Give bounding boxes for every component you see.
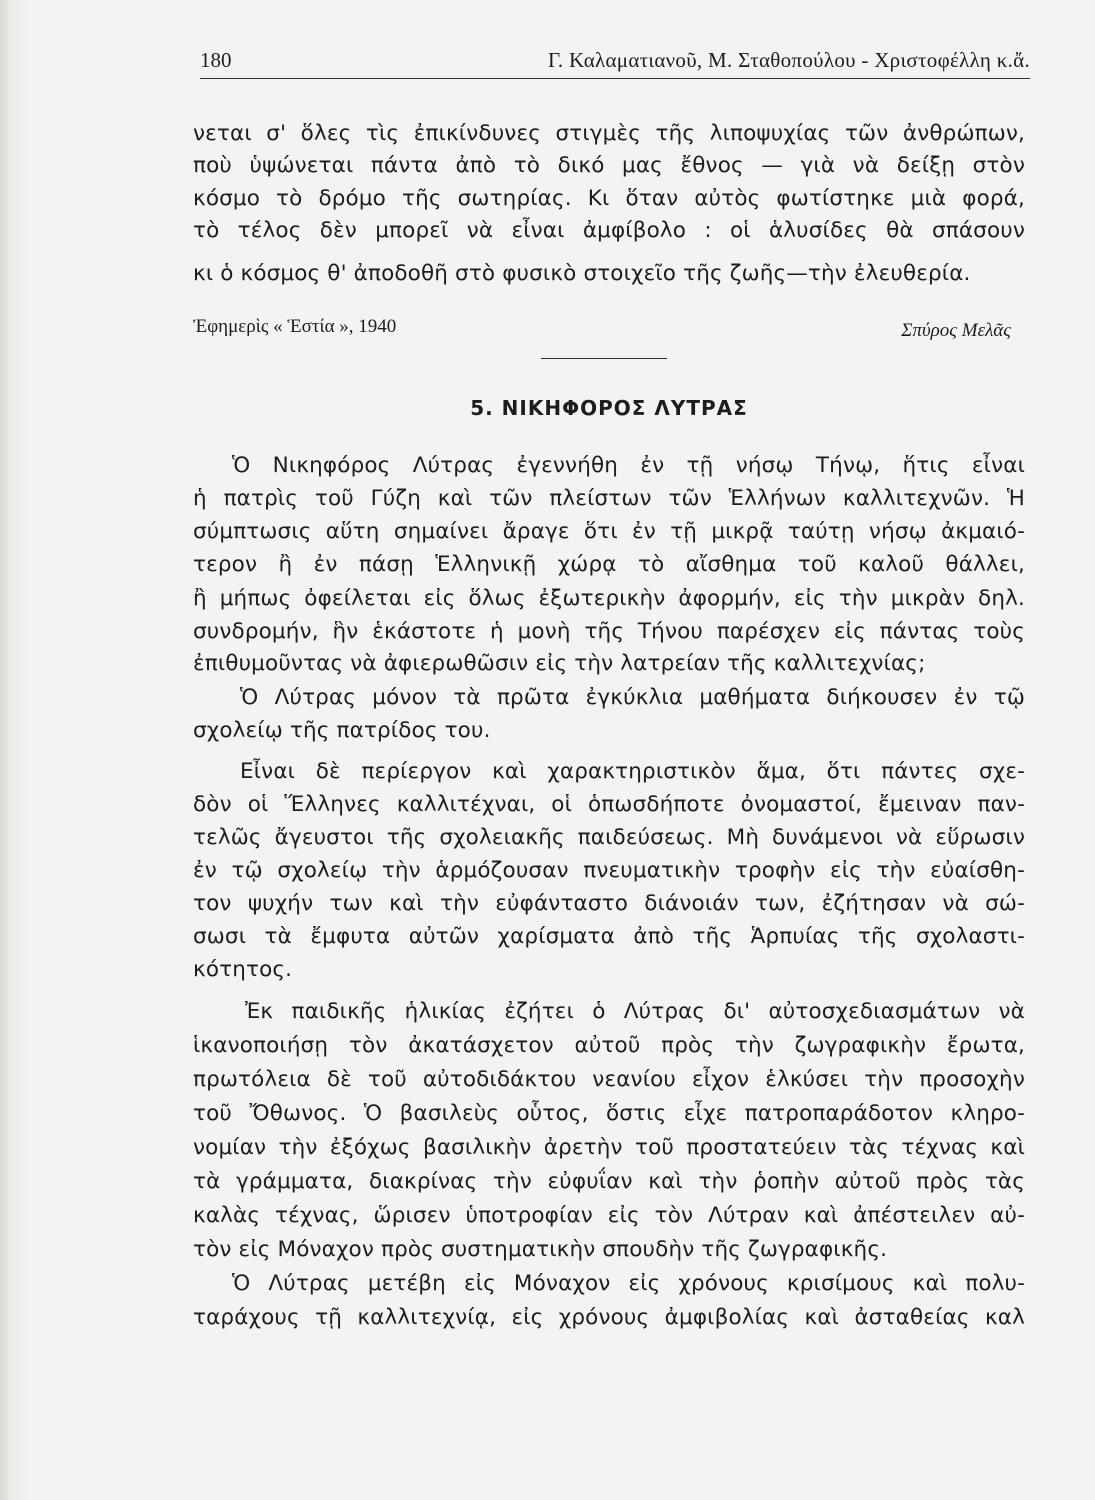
excerpt-line: τὸ τέλος δὲν μπορεῖ νὰ εἶναι ἀμφίβολο : οἱ ἁλυσίδες θὰ σπάσουν <box>193 218 1025 243</box>
excerpt-line: νεται σ' ὅλες τὶς ἐπικίνδυνες στιγμὲς τῆς λιποψυχίας τῶν ἀνθρώπων, <box>193 121 1025 146</box>
body-line: καλὰς τέχνας, ὥρισεν ὑποτροφίαν εἰς τὸν Λύτραν καὶ ἀπέστειλεν αὐ- <box>193 1203 1025 1228</box>
body-line: Ὁ Λύτρας μόνον τὰ πρῶτα ἐγκύκλια μαθήματα διήκουσεν ἐν τῷ <box>240 685 1025 710</box>
body-line: ἐπιθυμοῦντας νὰ ἀφιερωθῶσιν εἰς τὴν λατρείαν τῆς καλλιτεχνίας; <box>193 651 926 676</box>
body-line: συνδρομήν, ἣν ἑκάστοτε ἡ μονὴ τῆς Τήνου παρέσχεν εἰς πάντας τοὺς <box>193 619 1025 644</box>
section-title: 5. ΝΙΚΗΦΟΡΟΣ ΛΥΤΡΑΣ <box>470 396 748 420</box>
body-line: σύμπτωσις αὕτη σημαίνει ἄραγε ὅτι ἐν τῇ μικρᾷ ταύτῃ νήσῳ ἀκμαιό- <box>193 519 1025 544</box>
body-line: Ἐκ παιδικῆς ἡλικίας ἐζήτει ὁ Λύτρας δι' αὐτοσχεδιασμάτων νὰ <box>245 999 1025 1024</box>
running-head: Γ. Καλαματιανοῦ, Μ. Σταθοπούλου - Χριστοφέλλη κ.ἄ. <box>547 48 1030 72</box>
body-line: τον ψυχήν των καὶ τὴν εὐφάνταστο διάνοιάν των, ἐζήτησαν νὰ σώ- <box>193 891 1025 916</box>
body-line: ἱκανοποιήσῃ τὸν ἀκατάσχετον αὐτοῦ πρὸς τὴν ζωγραφικὴν ἔρωτα, <box>193 1033 1025 1058</box>
body-line: δὸν οἱ Ἕλληνες καλλιτέχναι, οἱ ὁπωσδήποτε ὀνομαστοί, ἔμειναν παν- <box>193 792 1025 817</box>
body-line: κότητος. <box>193 957 293 982</box>
body-line: τελῶς ἄγευστοι τῆς σχολειακῆς παιδεύσεως. Μὴ δυνάμενοι νὰ εὕρωσιν <box>193 825 1025 850</box>
author-signature: Σπύρος Μελᾶς <box>901 320 1011 341</box>
body-line: Ὁ Λύτρας μετέβη εἰς Μόναχον εἰς χρόνους κρισίμους καὶ πολυ- <box>232 1271 1025 1296</box>
body-line: ἢ μήπως ὀφείλεται εἰς ὅλως ἐξωτερικὴν ἀφορμήν, εἰς τὴν μικρὰν δηλ. <box>193 586 1025 611</box>
body-line: πρωτόλεια δὲ τοῦ αὐτοδιδάκτου νεανίου εἶχον ἑλκύσει τὴν προσοχὴν <box>193 1067 1025 1092</box>
body-line: ταράχους τῇ καλλιτεχνίᾳ, εἰς χρόνους ἀμφιβολίας καὶ ἀσταθείας καλ <box>193 1305 1025 1330</box>
excerpt-attribution <box>193 316 1025 346</box>
excerpt-line: ποὺ ὑψώνεται πάντα ἀπὸ τὸ δικό μας ἔθνος — γιὰ νὰ δείξῃ στὸν <box>193 153 1025 178</box>
body-line: τὰ γράμματα, διακρίνας τὴν εὐφυΐαν καὶ τὴν ῥοπὴν αὐτοῦ πρὸς τὰς <box>193 1169 1025 1194</box>
body-line: νομίαν τὴν ἐξόχως βασιλικὴν ἀρετὴν τοῦ προστατεύειν τὰς τέχνας καὶ <box>193 1135 1025 1160</box>
body-line: τὸν εἰς Μόναχον πρὸς συστηματικὴν σπουδὴν τῆς ζωγραφικῆς. <box>193 1237 888 1262</box>
excerpt-line: κόσμο τὸ δρόμο τῆς σωτηρίας. Κι ὅταν αὐτὸς φωτίστηκε μιὰ φορά, <box>193 186 1025 211</box>
body-line: Ὁ Νικηφόρος Λύτρας ἐγεννήθη ἐν τῇ νήσῳ Τήνῳ, ἥτις εἶναι <box>232 453 1025 478</box>
source-citation: Ἐφημερὶς « Ἑστία », 1940 <box>193 316 397 337</box>
body-line: σωσι τὰ ἔμφυτα αὐτῶν χαρίσματα ἀπὸ τῆς Ἁρπυίας τῆς σχολαστι- <box>193 924 1025 949</box>
page-header <box>200 44 1030 79</box>
section-divider <box>541 358 667 359</box>
page-number: 180 <box>200 48 232 72</box>
body-line: τερον ἢ ἐν πάσῃ Ἑλληνικῇ χώρᾳ τὸ αἴσθημα τοῦ καλοῦ θάλλει, <box>193 552 1025 577</box>
body-line: Εἶναι δὲ περίεργον καὶ χαρακτηριστικὸν ἅμα, ὅτι πάντες σχε- <box>240 759 1025 784</box>
body-line: ἡ πατρὶς τοῦ Γύζη καὶ τῶν πλείστων τῶν Ἑλλήνων καλλιτεχνῶν. Ἡ <box>193 486 1025 511</box>
excerpt-line: κι ὁ κόσμος θ' ἀποδοθῆ στὸ φυσικὸ στοιχεῖο τῆς ζωῆς—τὴν ἐλευθερία. <box>193 261 971 286</box>
body-line: σχολείῳ τῆς πατρίδος του. <box>193 718 491 743</box>
body-line: ἐν τῷ σχολείῳ τὴν ἁρμόζουσαν πνευματικὴν τροφὴν εἰς τὴν εὐαίσθη- <box>193 858 1025 883</box>
body-line: τοῦ Ὄθωνος. Ὁ βασιλεὺς οὗτος, ὅστις εἶχε πατροπαράδοτον κληρο- <box>193 1101 1025 1126</box>
